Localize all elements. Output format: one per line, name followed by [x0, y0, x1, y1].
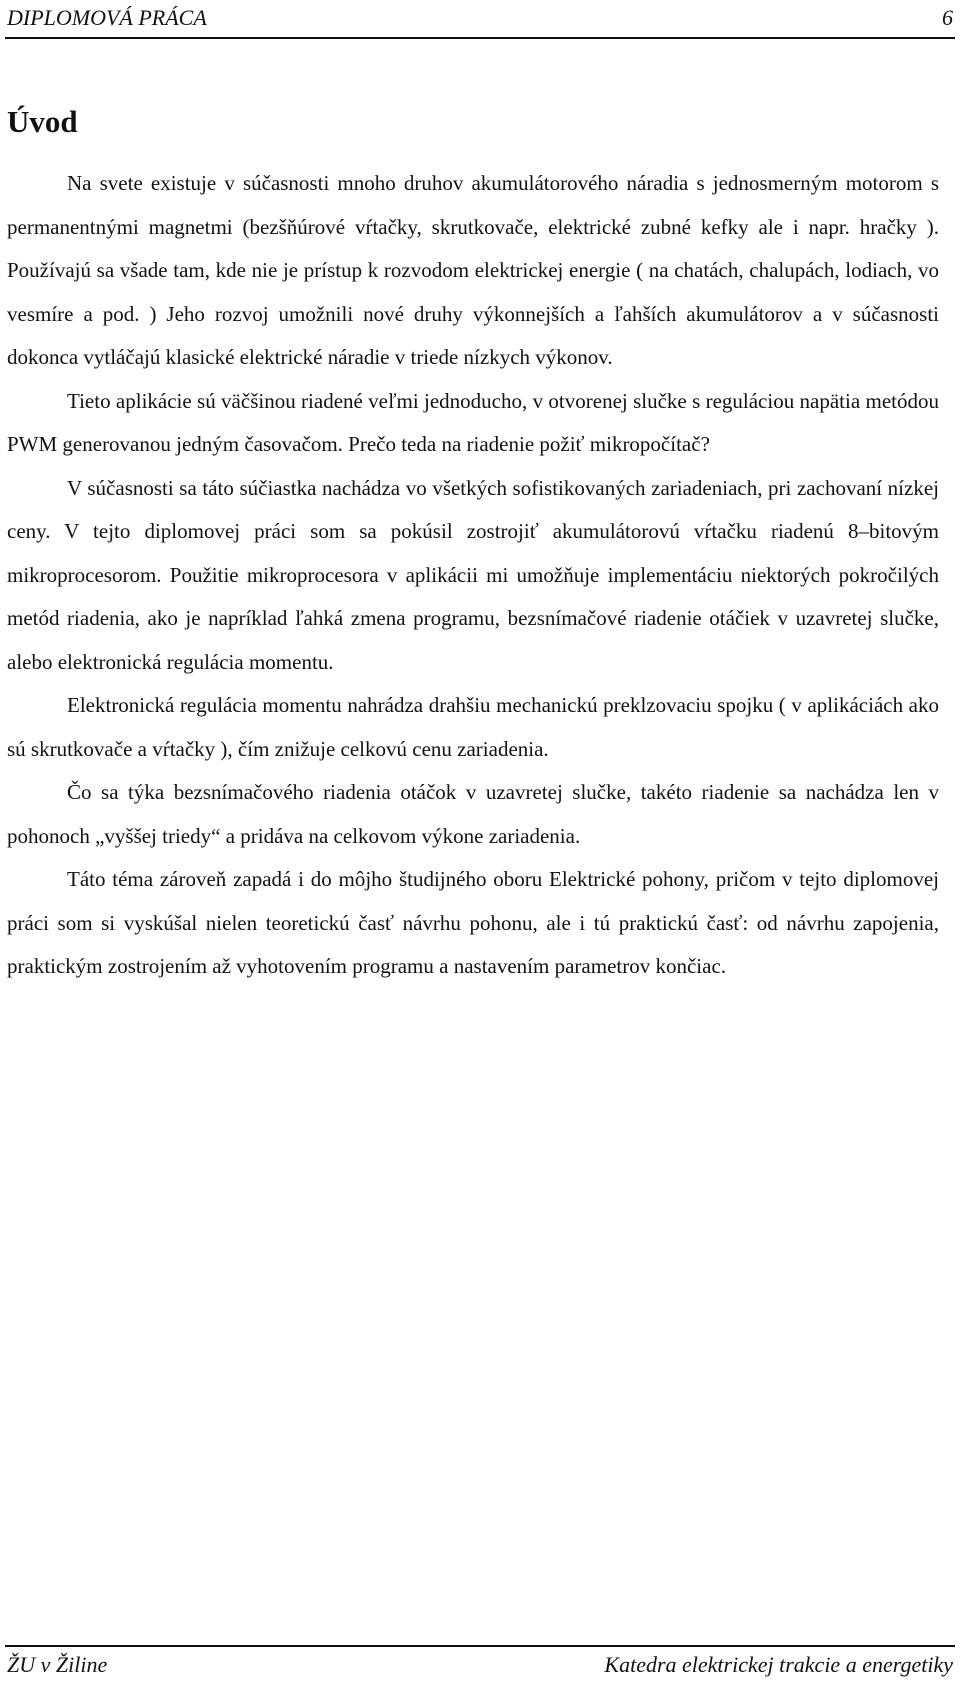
paragraph-1: Na svete existuje v súčasnosti mnoho druhov akumulátorového náradia s jednosmerným motorom s permanentnými magnetmi (bezšňúrové vŕtačky, skrutkovače, elektrické zubné kefky ale i napr. hračky ). Používajú sa všade tam, kde nie je prístup k rozvodom elektrickej energie ( na chatách, chalupách, lodiach, vo vesmíre a pod. ) Jeho rozvoj umožnili nové druhy výkonnejších a ľahších akumulátorov a v súčasnosti dokonca vytláčajú klasické elektrické náradie v triede nízkych výkonov. [7, 171, 939, 369]
paragraph-2: Tieto aplikácie sú väčšinou riadené veľmi jednoducho, v otvorenej slučke s reguláciou napätia metódou PWM generovanou jedným časovačom. Prečo teda na riadenie požiť mikropočítač? [7, 388, 939, 456]
paragraph-6: Táto téma zároveň zapadá i do môjho študijného oboru Elektrické pohony, pričom v tejto diplomovej práci som si vyskúšal nielen teoretickú časť návrhu pohonu, ale i tú praktickú časť: od návrhu zapojenia, praktickým zostrojením až vyhotovením programu a nastavením parametrov končiac. [7, 867, 939, 978]
university-name: ŽU v Žiline [7, 1652, 108, 1677]
paragraph-5: Čo sa týka bezsnímačového riadenia otáčok v uzavretej slučke, takéto riadenie sa nachádza len v pohonoch „vyššej triedy“ a pridáva na celkovom výkone zariadenia. [7, 780, 939, 848]
header-rule [5, 37, 955, 39]
running-footer [7, 1648, 953, 1682]
paragraph-4: Elektronická regulácia momentu nahrádza drahšiu mechanickú preklzovaciu spojku ( v aplikáciách ako sú skrutkovače a vŕtačky ), čím znižuje celkovú cenu zariadenia. [7, 693, 939, 761]
footer-rule [5, 1645, 955, 1647]
page-number: 6 [942, 5, 953, 30]
body-text [7, 162, 939, 989]
document-title: DIPLOMOVÁ PRÁCA [7, 5, 207, 30]
running-header [7, 2, 953, 34]
department-name: Katedra elektrickej trakcie a energetiky [604, 1652, 953, 1677]
paragraph-3: V súčasnosti sa táto súčiastka nachádza vo všetkých sofistikovaných zariadeniach, pri zachovaní nízkej ceny. V tejto diplomovej práci som sa pokúsil zostrojiť akumulátorovú vŕtačku riadenú 8–bitovým mikroprocesorom. Použitie mikroprocesora v aplikácii mi umožňuje implementáciu niektorých pokročilých metód riadenia, ako je napríklad ľahká zmena programu, bezsnímačové riadenie otáčiek v uzavretej slučke, alebo elektronická regulácia momentu. [7, 475, 939, 674]
section-heading: Úvod [7, 104, 78, 139]
